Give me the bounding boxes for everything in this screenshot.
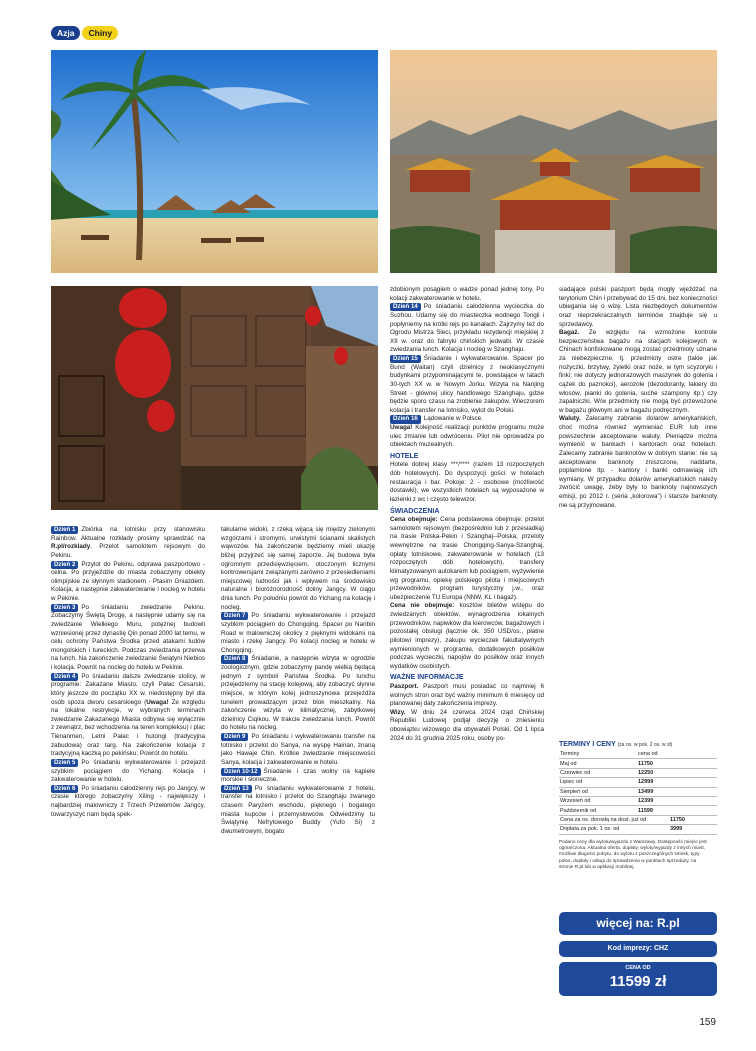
day-text: Po śniadaniu i wykwaterowaniu transfer na lotnisko i przelot do Sanya, na wyspę Hainan, znaną jako Hawaje Chin. Krótkie zwiedzanie miejscowości Sanya, kolacja i zakwaterowanie w hotelu. [221,733,375,766]
price-row-value: 11599 [638,807,653,814]
tag-country[interactable]: Chiny [82,26,118,40]
day-label: Dzień 3 [51,604,78,612]
section-heading-hotels: HOTELE [390,452,419,460]
schedule-link[interactable]: R.pl/rozklady [51,543,91,551]
price-row-term: Czerwiec od [560,769,591,776]
excludes-text: kosztów biletów wstępu do zwiedzanych obiektów, wynagrodzenia lokalnych przewodników, napiwków dla kierowców, bagażowych i pozostałej obsługi (łącznie ok. 350 USD/os., płatne pilotowi imprezy), zakupu wycieczek fakultatywnych wymienionych w programie, dodatkowych posiłków podczas wycieczki, napojów do posiłków oraz innych wydatków osobistych. [390,602,544,670]
column-header-price: cena od [638,751,658,758]
day-text: Po śniadaniu zwiedzanie Pekinu. Zobaczymy Świętą Drogę, a następnie udamy się na zwiedzanie Wielkiego Muru, potężnej budowli wzniesionej przez dynastię Qin ponad 2000 lat temu, w celu ochrony Państwa Środka przed atakami ludów mongolskich i tureckich. Podczas zwiedzania przerwa na lunch. Na zakończenie zwiedzanie Świątyni Niebios i kolacja. Powrót na nocleg do hotelu w Pekinie. [51,603,205,671]
price-row-extra [559,816,717,825]
price-row-term: Sierpień od [560,788,588,795]
passport-label: Paszport. [390,682,419,690]
day-text: Przylot do Pekinu, odprawa paszportowo - celna. Po przyjeździe do miasta zobaczymy obiekty olimpijskie ze słynnym stadionem - Ptasim Gniazdem. Kolacja, a następnie zakwaterowanie i nocleg w hotelu w Pekinie. [51,560,205,602]
price-row-value: 13499 [638,788,654,795]
note-bold: Uwaga! [390,424,413,431]
price-row [559,769,717,778]
visa-label: Wizy. [390,708,406,716]
breadcrumb-tags [51,26,118,40]
column-header-term: Terminy [560,751,580,758]
price-row [559,797,717,806]
price-row [559,788,717,797]
passport-text: Paszport musi posiadać co najmniej 6 wolnych stron oraz być ważny minimum 6 miesięcy od planowanej daty zakończenia imprezy. [390,682,544,708]
price-row-extra [559,825,717,834]
price-from-label: CENA OD [625,965,651,971]
price-table [559,741,717,872]
day-text: Lądowanie w Polsce. [423,415,483,423]
baggage-text: Ze względu na wzmożone kontrole bezpieczeństwa bagażu na stacjach kolejowych w Chinach konfiskowane mogą zostać przedmioty uznane za niebezpieczne, tj. przedmioty ostre (takie jak nożyczki, brzytwy, żyletki oraz noże, w tym scyzoryki i finki; nie dotyczy jednorazowych maszynek do golenia i cążek do paznokci), aerozole (dezodoranty, lakiery do włosów, pianki do golenia, suche szampony itp.) czy zapalniczki. W/w przedmioty nie mogą być przewożone w bagażu głównym ani w bagażu podręcznym. [559,329,717,414]
more-info-button[interactable]: więcej na: R.pl [559,912,717,935]
day-text: . Przelot samolotem rejsowym do Pekinu. [51,543,205,559]
day-label: Dzień 13 [221,785,252,793]
day-text: Po śniadaniu całodzienny rejs po Jangcy, w czasie którego zobaczymy Xiling - największy i najbardziej malowniczy z Trzech Przełomów Jangcy, towarzyszyć nam będą spek- [51,784,205,818]
day-text: zdobionym posągiem o wadze ponad jednej tony. Po kolacji zakwaterowanie w hotelu. [390,286,544,302]
photo-chinese-houses-lanterns [51,286,378,510]
day-label: Dzień 4 [51,673,78,681]
baggage-label: Bagaż. [559,329,580,337]
price-table-title [559,741,717,748]
child-price-label: Cena za os. dorosłą na dost. już od [560,816,647,823]
includes-label: Cena obejmuje: [390,516,438,524]
hotels-text: Hotele dobrej klasy ***/**** (razem 13 rozpoczętych dób hotelowych). Do dyspozycji gości: w hotelach restauracja i bar. Pokoje: 2 - osobowe (możliwość dostawki), we wszystkich hotelach są wyposażone w łazienki z wc i często telewizor. [390,461,544,503]
page-number: 159 [699,1017,716,1028]
price-note: Podano ceny dla wylotu/wyjazdu z Warszawy. Dostępność miejsc jest ograniczona. Aktualna oferta, dopłaty, wyloty/wyjazdy z innych miast, możliwe długości pobytu, do wylotu z poszczególnych lotnisk, typy pokoi, dopłaty i usługi do sprawdzenia w punktach sprzedaży, na stronie R.pl lub w aplikacji mobilnej. [559,839,707,871]
day-label: Dzień 5 [51,759,78,767]
price-row-term: Lipiec od [560,779,583,786]
price-row-value: 11750 [638,760,653,767]
price-row-value: 12250 [638,769,654,776]
excludes-label: Cena nie obejmuje: [390,602,455,610]
program-column-2 [221,526,375,837]
program-column-4 [559,286,717,736]
day-text: Po śniadaniu dalsze zwiedzanie stolicy, w programie: Zakazane Miasto, czyli Pałac Cesarski, który jeszcze do początku XX w. niedostępny był dla osób spoza dworu cesarskiego ( [51,672,205,706]
day-text: Po śniadaniu wykwaterowanie z hotelu, transfer na lotnisko i przelot do Szanghaju zwanego czasem Paryżem wschodu, pięknego i bogatego miasta kupców i przemysłowców. Odwiedzimy tu Świątynię Nefrytowego Buddy (Yufo Si) z dwumetrowym, bogato [221,784,375,835]
visa-text: W dniu 24 czerwca 2024 rząd Chińskiej Republiki Ludowej podjął decyzję o zniesieniu obowiązku wizowego dla obywateli Polski. Od 1 lipca 2024 do 31 grudnia 2025 roku, osoby po- [390,708,544,742]
day-text: Zbiórka na lotnisku przy stanowisku Rainbow. Aktualne rozkłady prosimy sprawdzać na [51,526,205,542]
day-label: Dzień 7 [221,612,248,620]
day-label: Dzień 1 [51,526,78,534]
day-text: Śniadanie i czas wolny na kąpiele morskie i słoneczne. [221,767,375,784]
currency-text: Zalecamy zabranie dolarów amerykańskich, choć można również wymieniać EUR lub inne powszechnie akceptowane waluty. Pieniądze można wymienić w bankach i kantorach oraz hotelach. Zalecamy zabranie banknotów w dobrym stanie: nie są akceptowane banknoty zniszczone, naddarte, poplamione itp. - kantory i banki odmawiają ich wymiany. W przypadku dolarów amerykańskich należy zwrócić uwagę, żeby były to banknoty najnowszych emisji, po 2012 r. (seria „kolorowa") i starsze banknoty nie są przyjmowane. [559,415,717,509]
day-text: Po śniadaniu wykwaterowanie i przejazd szybkim pociągiem do Chongqing. Spacer po Nanbin Road w malowniczej okolicy z pięknymi widokami na miasto i rzekę Jangcy. Po kolacji nocleg w hotelu w Chongqing. [221,612,375,654]
day-label: Dzień 16 [390,415,421,423]
photo-forbidden-city [390,50,717,273]
warning-bold: Uwaga! [146,698,169,706]
price-row [559,806,717,815]
currency-label: Waluty. [559,415,581,423]
day-label: Dzień 8 [221,655,248,663]
price-row-term: Maj od [560,760,577,767]
price-row-value: 12999 [638,779,654,786]
price-from-value: 11599 zł [609,972,667,990]
day-text: Po śniadaniu wykwaterowanie i przejazd szybkim pociągiem do Yichang. Kolacja i zakwaterowanie w hotelu. [51,758,205,784]
day-label: Dzień 2 [51,561,78,569]
day-text: Śniadanie i wykwaterowanie. Spacer po Bund (Waitan) czyli dzielnicy z neoklasycznymi budynkami przypominającymi te, powstające w latach 30-tych XX w. w Nowym Jorku. Wizyta na Nanjing Street - głównej ulicy handlowego Szanghaju, gdzie będzie sporo czasu na zrobienie zakupów. Wieczorem kolacja i transfer na lotnisko, wylot do Polski. [390,355,544,414]
price-title-text: TERMINY I CENY [559,741,616,748]
tour-code-badge: Kod imprezy: CHZ [559,941,717,957]
day-text: Ze względu na lokalne restrykcje, w wybranych terminach zwiedzanie Zakazanego Miasta odbywa się wyłącznie z zewnątrz, bez wchodzenia na teren kompleksu) i plac Tienanmen, Letni Pałac i hutongi (tradycyjna zabudowa) oraz targ. Na zakończenie kolacja z tradycyjną kaczką po pekińsku. Powrót do hotelu. [51,698,206,758]
single-room-value: 3999 [670,826,683,833]
day-label: Dzień 15 [390,355,421,363]
day-label: Dzień 6 [51,785,78,793]
photo-beach-palms [51,50,378,273]
program-column-3 [390,286,544,1021]
single-room-label: Dopłata za pok. 1 os. od [560,826,620,833]
tag-region[interactable]: Azja [51,26,80,40]
day-text: takularne widoki, z rzeką wijącą się między zielonymi wzgórzami i stromymi, urwistymi ścianami skalistych wąwozów. Na zakończenie będziemy mieli okazję bliżej przyjrzeć się samej zaporze. Jej budowa była ogromnym przedsięwzięciem, otoczonym licznymi kontrowersjami związanymi zarówno z przesiedleniami miejscowej ludności jak i wpływem na środowisko naturalne i bioróżnorodność doliny Jangcy. W ciągu dnia lunch. Po południu powrót do Yichang na kolację i nocleg. [221,526,375,611]
includes-text: Cena podstawowa obejmuje: przelot samolotem rejsowym (bezpośrednio lub z przesiadką) na trasie Polska-Pekin i Szanghaj--Polska, przeloty wewnętrzne na trasie Chongqing-Sanya-Szanghaj, opłaty lotniskowe, zakwaterowanie w hotelach (13 rozpoczętych dób hotelowych), transfery klimatyzowanym autokarem lub pociągiem, wyżywienie wg programu, opiekę polskiego pilota i miejscowych przewodników, program turystyczny j.w., oraz ubezpieczenie TU Europa (NNW, KL i bagaż). [390,516,544,601]
program-column-1 [51,526,205,819]
price-row [559,778,717,787]
price-row-value: 12399 [638,798,654,805]
note-text: Kolejność realizacji punktów programu może ulec zmianie lub odwróceniu. Pilot nie oprowadza po obiektach muzealnych. [390,424,544,449]
day-label: Dzień 14 [390,303,421,311]
price-row-term: Październik od [560,807,597,814]
section-heading-services: ŚWIADCZENIA [390,507,440,515]
day-label: Dzień 10-12 [221,768,261,776]
price-subtitle: (za os. w pok. 2 os. w zł) [617,742,673,748]
day-text: Śniadanie, a następnie wizyta w ogrodzie zoologicznym, gdzie zobaczymy pandę wielką będącą jednym z symboli Państwa Środka. Po lunchu przejedziemy na stację kolejową, aby zobaczyć słynne miejsce, w którym kolej jednoszynowa przejeżdża tunelem prowadzącym przez blok mieszkalny. Na zakończenie wizyta w klimatycznej, zabytkowej dzielnicy Ciqikou. W trakcie zwiedzania lunch. Powrót do hotelu na nocleg. [221,655,375,732]
day-text: Po śniadaniu całodzienna wycieczka do Suzhou. Udamy się do miasteczka wodnego Tongli i popłyniemy na krótki rejs po kanałach. Zajrzymy też do Ogrodu Mistrza Sieci, przykładu rezydencji miejskiej z XII w. oraz do fabryki chińskich jedwabi. W czasie zwiedzania lunch. Kolacja i nocleg w Szanghaju. [390,303,544,354]
visa-continued-text: siadające polski paszport będą mogły wjeżdżać na terytorium Chin i przebywać do 15 dni, bez konieczności ubiegania się o wizę. Lista niezbędnych dokumentów oraz nieprzekraczalnych terminów znajduje się u sprzedawcy. [559,286,717,328]
section-heading-info: WAŻNE INFORMACJE [390,674,464,682]
price-from-badge[interactable] [559,962,717,996]
price-row [559,759,717,768]
price-row-term: Wrzesień od [560,798,591,805]
price-table-header [559,750,717,759]
child-price-value: 11750 [670,816,685,823]
day-label: Dzień 9 [221,733,248,741]
